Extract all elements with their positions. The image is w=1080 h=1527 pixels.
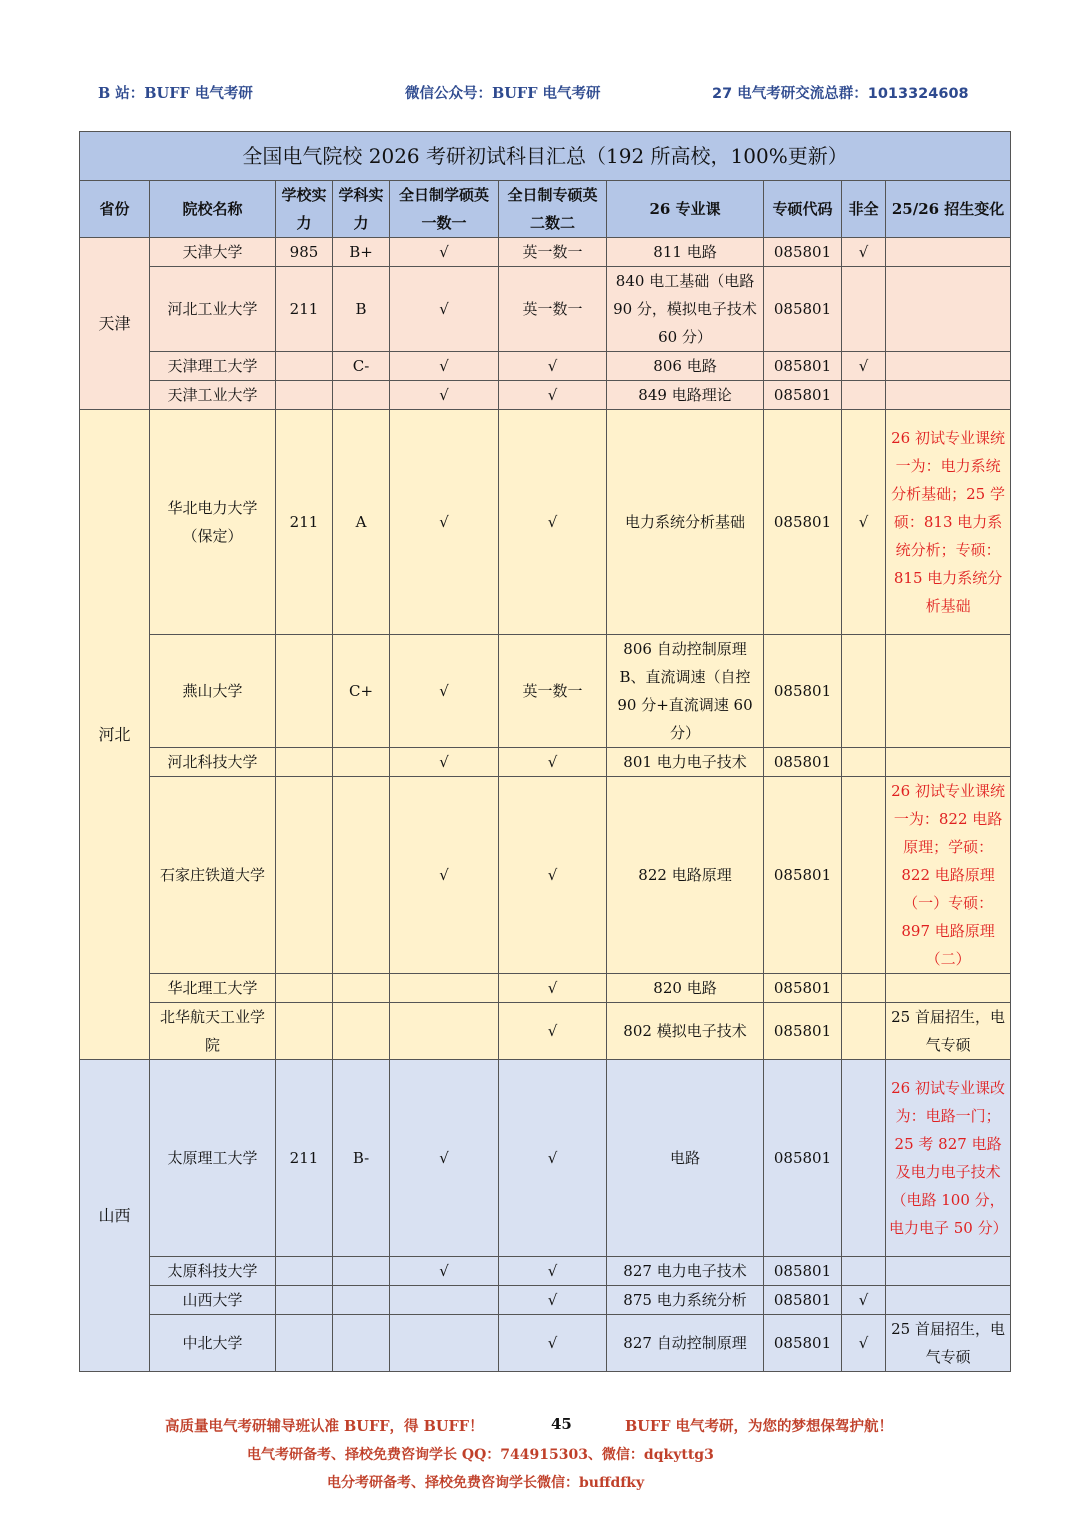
table-row	[80, 777, 1011, 974]
academic-cell: √	[390, 1060, 499, 1257]
course-cell: 802 模拟电子技术	[607, 1003, 764, 1060]
province-cell: 河北	[80, 410, 150, 1060]
col-professional: 全日制专硕英二数二	[499, 181, 607, 238]
part-time-cell: √	[842, 352, 886, 381]
level-cell: 211	[276, 410, 333, 635]
page-number: 45	[551, 1415, 572, 1433]
part-time-cell	[842, 777, 886, 974]
academic-cell	[390, 974, 499, 1003]
col-code: 专硕代码	[764, 181, 842, 238]
bilibili-label: B 站：BUFF 电气考研	[98, 85, 253, 102]
table-row	[80, 974, 1011, 1003]
code-cell: 085801	[764, 410, 842, 635]
note-cell	[886, 238, 1011, 267]
course-cell: 811 电路	[607, 238, 764, 267]
col-school: 院校名称	[150, 181, 276, 238]
course-cell: 840 电工基础（电路 90 分，模拟电子技术 60 分）	[607, 267, 764, 352]
note-cell	[886, 381, 1011, 410]
part-time-cell: √	[842, 238, 886, 267]
code-cell: 085801	[764, 1003, 842, 1060]
note-cell: 26 初试专业课统一为：822 电路原理；学硕：822 电路原理（一）专硕：897 电路原理（二）	[886, 777, 1011, 974]
table-row	[80, 1003, 1011, 1060]
academic-cell	[390, 1003, 499, 1060]
table-row	[80, 267, 1011, 352]
part-time-cell	[842, 381, 886, 410]
note-cell	[886, 635, 1011, 748]
note-cell: 26 初试专业课改为：电路一门；25 考 827 电路及电力电子技术（电路 100 分，电力电子 50 分）	[886, 1060, 1011, 1257]
footer-contact-wechat: 电分考研备考、择校免费咨询学长微信：buffdfky	[327, 1475, 645, 1491]
professional-cell: √	[499, 1315, 607, 1372]
course-cell: 801 电力电子技术	[607, 748, 764, 777]
footer-contact-qq: 电气考研备考、择校免费咨询学长 QQ：744915303、微信：dqkyttg3	[247, 1447, 714, 1463]
level-cell	[276, 1286, 333, 1315]
school-cell: 华北电力大学（保定）	[150, 410, 276, 635]
part-time-cell	[842, 267, 886, 352]
col-subject-strength: 学科实力	[333, 181, 390, 238]
note-cell	[886, 748, 1011, 777]
course-cell: 827 电力电子技术	[607, 1257, 764, 1286]
note-cell: 25 首届招生，电气专硕	[886, 1315, 1011, 1372]
level-cell	[276, 381, 333, 410]
subject-cell	[333, 381, 390, 410]
subject-cell: B-	[333, 1060, 390, 1257]
course-cell: 806 自动控制原理 B、直流调速（自控 90 分+直流调速 60 分）	[607, 635, 764, 748]
school-cell: 天津工业大学	[150, 381, 276, 410]
province-cell: 山西	[80, 1060, 150, 1372]
subject-cell	[333, 974, 390, 1003]
course-cell: 电力系统分析基础	[607, 410, 764, 635]
school-cell: 燕山大学	[150, 635, 276, 748]
part-time-cell: √	[842, 410, 886, 635]
professional-cell: √	[499, 410, 607, 635]
table-row	[80, 381, 1011, 410]
exam-subjects-table	[79, 131, 1011, 1372]
code-cell: 085801	[764, 1315, 842, 1372]
note-cell	[886, 1286, 1011, 1315]
level-cell	[276, 777, 333, 974]
part-time-cell: √	[842, 1315, 886, 1372]
academic-cell: √	[390, 238, 499, 267]
footer-slogan-right: BUFF 电气考研，为您的梦想保驾护航！	[625, 1418, 894, 1435]
academic-cell	[390, 1315, 499, 1372]
level-cell	[276, 748, 333, 777]
professional-cell: √	[499, 352, 607, 381]
note-cell	[886, 267, 1011, 352]
subject-cell	[333, 1286, 390, 1315]
code-cell: 085801	[764, 352, 842, 381]
school-cell: 山西大学	[150, 1286, 276, 1315]
code-cell: 085801	[764, 974, 842, 1003]
subject-cell: C+	[333, 635, 390, 748]
school-cell: 河北科技大学	[150, 748, 276, 777]
school-cell: 石家庄铁道大学	[150, 777, 276, 974]
part-time-cell	[842, 1003, 886, 1060]
professional-cell: √	[499, 748, 607, 777]
subject-cell: C-	[333, 352, 390, 381]
col-part-time: 非全	[842, 181, 886, 238]
academic-cell: √	[390, 777, 499, 974]
province-cell: 天津	[80, 238, 150, 410]
school-cell: 天津理工大学	[150, 352, 276, 381]
academic-cell	[390, 1286, 499, 1315]
table-row	[80, 635, 1011, 748]
code-cell: 085801	[764, 267, 842, 352]
course-cell: 875 电力系统分析	[607, 1286, 764, 1315]
table-row	[80, 1286, 1011, 1315]
part-time-cell: √	[842, 1286, 886, 1315]
school-cell: 华北理工大学	[150, 974, 276, 1003]
table-row	[80, 748, 1011, 777]
academic-cell: √	[390, 1257, 499, 1286]
code-cell: 085801	[764, 777, 842, 974]
footer-slogan	[0, 1415, 1080, 1437]
note-cell: 25 首届招生，电气专硕	[886, 1003, 1011, 1060]
subject-cell: B+	[333, 238, 390, 267]
course-cell: 827 自动控制原理	[607, 1315, 764, 1372]
course-cell: 849 电路理论	[607, 381, 764, 410]
level-cell	[276, 352, 333, 381]
level-cell: 211	[276, 267, 333, 352]
level-cell	[276, 974, 333, 1003]
professional-cell: √	[499, 1003, 607, 1060]
professional-cell: √	[499, 777, 607, 974]
part-time-cell	[842, 974, 886, 1003]
professional-cell: 英一数一	[499, 635, 607, 748]
wechat-label: 微信公众号：BUFF 电气考研	[405, 85, 601, 102]
school-cell: 太原理工大学	[150, 1060, 276, 1257]
code-cell: 085801	[764, 238, 842, 267]
professional-cell: √	[499, 1286, 607, 1315]
academic-cell: √	[390, 410, 499, 635]
table-row	[80, 352, 1011, 381]
subject-cell	[333, 777, 390, 974]
note-cell: 26 初试专业课统一为：电力系统分析基础；25 学硕：813 电力系统分析；专硕：815 电力系统分析基础	[886, 410, 1011, 635]
school-cell: 北华航天工业学院	[150, 1003, 276, 1060]
course-cell: 电路	[607, 1060, 764, 1257]
level-cell: 211	[276, 1060, 333, 1257]
level-cell	[276, 1257, 333, 1286]
professional-cell: 英一数一	[499, 238, 607, 267]
col-province: 省份	[80, 181, 150, 238]
table-row	[80, 238, 1011, 267]
footer-contact-1	[0, 1444, 1080, 1466]
table-row	[80, 1257, 1011, 1286]
academic-cell: √	[390, 381, 499, 410]
academic-cell: √	[390, 267, 499, 352]
code-cell: 085801	[764, 381, 842, 410]
part-time-cell	[842, 748, 886, 777]
col-major-course: 26 专业课	[607, 181, 764, 238]
column-header-row	[80, 181, 1011, 238]
table-row	[80, 1060, 1011, 1257]
col-school-strength: 学校实力	[276, 181, 333, 238]
table-title: 全国电气院校 2026 考研初试科目汇总（192 所高校，100%更新）	[80, 132, 1011, 181]
subject-cell: A	[333, 410, 390, 635]
part-time-cell	[842, 635, 886, 748]
professional-cell: 英一数一	[499, 267, 607, 352]
course-cell: 820 电路	[607, 974, 764, 1003]
academic-cell: √	[390, 748, 499, 777]
code-cell: 085801	[764, 1060, 842, 1257]
subject-cell	[333, 748, 390, 777]
academic-cell: √	[390, 352, 499, 381]
course-cell: 822 电路原理	[607, 777, 764, 974]
level-cell	[276, 1003, 333, 1060]
part-time-cell	[842, 1060, 886, 1257]
code-cell: 085801	[764, 1257, 842, 1286]
school-cell: 天津大学	[150, 238, 276, 267]
code-cell: 085801	[764, 1286, 842, 1315]
note-cell	[886, 352, 1011, 381]
subject-cell	[333, 1315, 390, 1372]
group-label: 27 电气考研交流总群：1013324608	[712, 86, 969, 102]
school-cell: 太原科技大学	[150, 1257, 276, 1286]
professional-cell: √	[499, 974, 607, 1003]
professional-cell: √	[499, 1060, 607, 1257]
school-cell: 河北工业大学	[150, 267, 276, 352]
subject-cell	[333, 1003, 390, 1060]
col-academic: 全日制学硕英一数一	[390, 181, 499, 238]
academic-cell: √	[390, 635, 499, 748]
professional-cell: √	[499, 381, 607, 410]
subject-cell: B	[333, 267, 390, 352]
footer-slogan-left: 高质量电气考研辅导班认准 BUFF，得 BUFF！	[165, 1418, 484, 1435]
part-time-cell	[842, 1257, 886, 1286]
code-cell: 085801	[764, 635, 842, 748]
note-cell	[886, 1257, 1011, 1286]
school-cell: 中北大学	[150, 1315, 276, 1372]
page-header	[0, 82, 1080, 106]
level-cell	[276, 1315, 333, 1372]
course-cell: 806 电路	[607, 352, 764, 381]
table-row	[80, 410, 1011, 635]
note-cell	[886, 974, 1011, 1003]
level-cell: 985	[276, 238, 333, 267]
footer-contact-2	[0, 1472, 1080, 1494]
code-cell: 085801	[764, 748, 842, 777]
col-change: 25/26 招生变化	[886, 181, 1011, 238]
subject-cell	[333, 1257, 390, 1286]
professional-cell: √	[499, 1257, 607, 1286]
table-row	[80, 1315, 1011, 1372]
level-cell	[276, 635, 333, 748]
